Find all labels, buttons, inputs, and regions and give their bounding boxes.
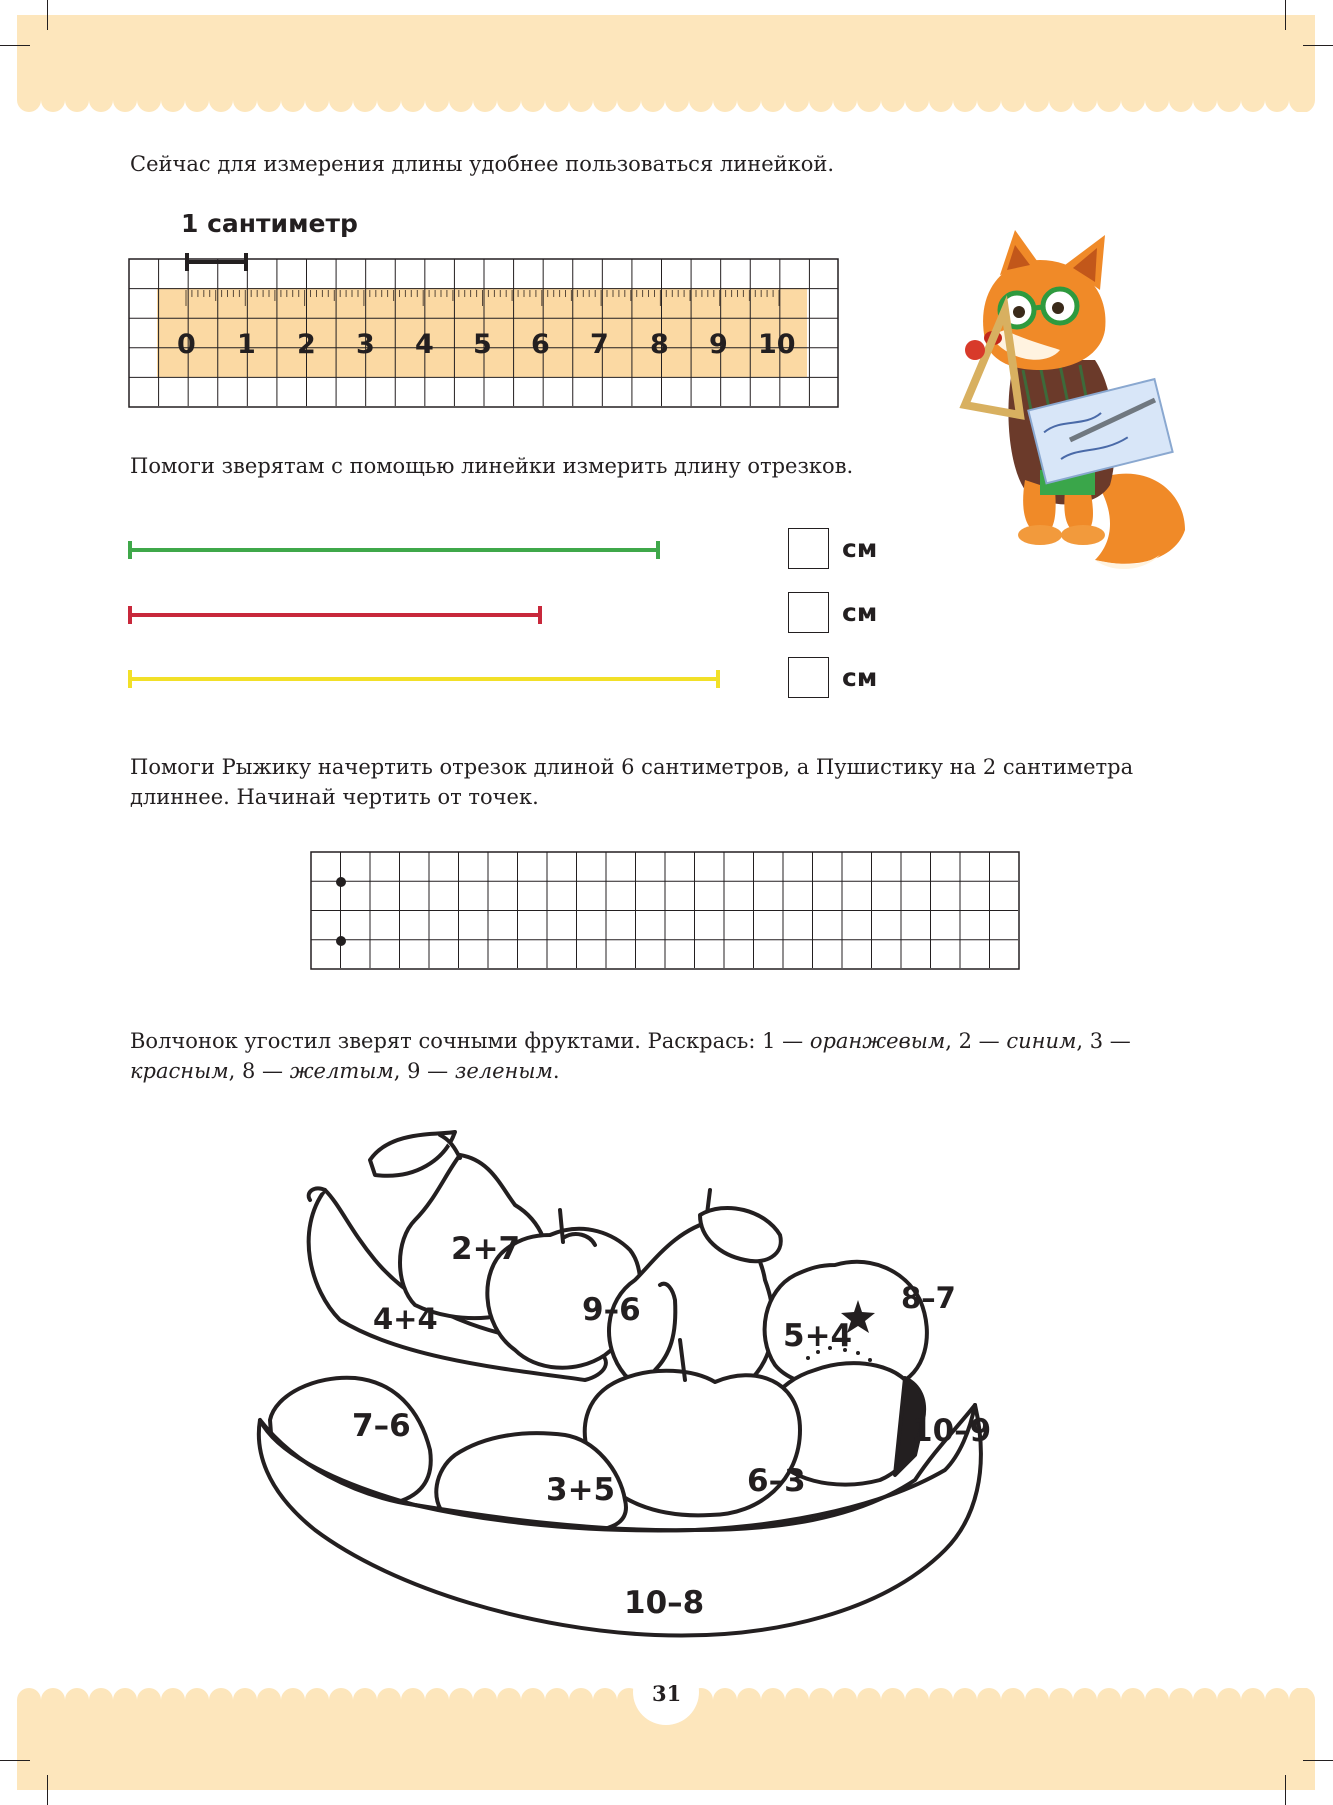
expr-plum-left: 7–6 <box>352 1408 411 1444</box>
answer-box-yellow[interactable] <box>788 657 829 698</box>
color-word: желтым <box>289 1059 394 1083</box>
expr-pear-right: 5+4 <box>783 1318 853 1354</box>
ruler-number: 4 <box>415 329 434 360</box>
start-point-bottom <box>336 936 346 946</box>
unit-label: см <box>842 598 878 627</box>
green-segment <box>126 540 666 560</box>
ruler-number: 7 <box>590 329 609 360</box>
ruler-number: 9 <box>709 329 728 360</box>
color-word: зеленым <box>454 1059 553 1083</box>
unit-label: см <box>842 534 878 563</box>
color-word: красным <box>130 1059 229 1083</box>
task3-text: , 9 — <box>393 1059 455 1083</box>
drawing-grid[interactable] <box>310 851 1022 972</box>
start-point-top <box>336 877 346 887</box>
red-segment <box>126 605 546 625</box>
answer-box-red[interactable] <box>788 592 829 633</box>
task3-text: , 2 — <box>945 1029 1007 1053</box>
top-scallop-edge <box>17 88 1315 112</box>
expr-pear-bottom: 3+5 <box>546 1472 616 1508</box>
yellow-segment <box>126 669 726 689</box>
ruler-number: 0 <box>177 329 196 360</box>
task3-text-line2 <box>130 1056 560 1086</box>
centimeter-caption: 1 сантиметр <box>181 209 358 238</box>
expr-pear-left: 2+7 <box>451 1231 521 1267</box>
fruit-bowl-coloring[interactable] <box>255 1120 1085 1660</box>
task3-text: , 8 — <box>228 1059 290 1083</box>
crop-mark <box>1285 1775 1286 1805</box>
ruler-number: 8 <box>650 329 669 360</box>
crop-mark <box>47 0 48 30</box>
expr-bowl: 10–8 <box>624 1585 705 1621</box>
color-word: оранжевым <box>809 1029 946 1053</box>
task3-text: , 3 — <box>1076 1029 1131 1053</box>
ruler-number: 5 <box>473 329 492 360</box>
task2-text-line1: Помоги Рыжику начертить отрезок длиной 6 сантиметров, а Пушистику на 2 сантиметра <box>130 755 1134 779</box>
expr-lemon: 10–9 <box>911 1413 992 1449</box>
task3-text: . <box>552 1059 560 1083</box>
unit-label: см <box>842 663 878 692</box>
crop-mark <box>1285 0 1286 30</box>
fox-with-ruler-illustration <box>945 230 1205 575</box>
page-number: 31 <box>652 1681 682 1706</box>
ruler-number: 6 <box>531 329 550 360</box>
expr-apple-top: 9–6 <box>582 1292 641 1328</box>
expr-orange: 8–7 <box>901 1281 956 1315</box>
crop-mark <box>1303 1760 1333 1761</box>
crop-mark <box>0 45 30 46</box>
expr-banana: 4+4 <box>373 1302 438 1336</box>
crop-mark <box>0 1760 30 1761</box>
task1-text: Помоги зверятам с помощью линейки измерить длину отрезков. <box>130 454 854 478</box>
expr-apple-bottom: 6–3 <box>747 1463 806 1499</box>
ruler-number: 3 <box>356 329 375 360</box>
one-cm-bracket <box>184 252 250 272</box>
task3-text-line1 <box>130 1026 1131 1056</box>
ruler-number: 1 <box>237 329 256 360</box>
task3-text: Волчонок угостил зверят сочными фруктами. Раскрась: 1 — <box>130 1029 810 1053</box>
crop-mark <box>1303 45 1333 46</box>
intro-text: Сейчас для измерения длины удобнее пользоваться линейкой. <box>130 152 835 176</box>
color-word: синим <box>1006 1029 1077 1053</box>
answer-box-green[interactable] <box>788 528 829 569</box>
task2-text-line2: длиннее. Начинай чертить от точек. <box>130 785 539 809</box>
ruler-number: 2 <box>297 329 316 360</box>
ruler-number: 10 <box>758 329 796 360</box>
crop-mark <box>47 1775 48 1805</box>
